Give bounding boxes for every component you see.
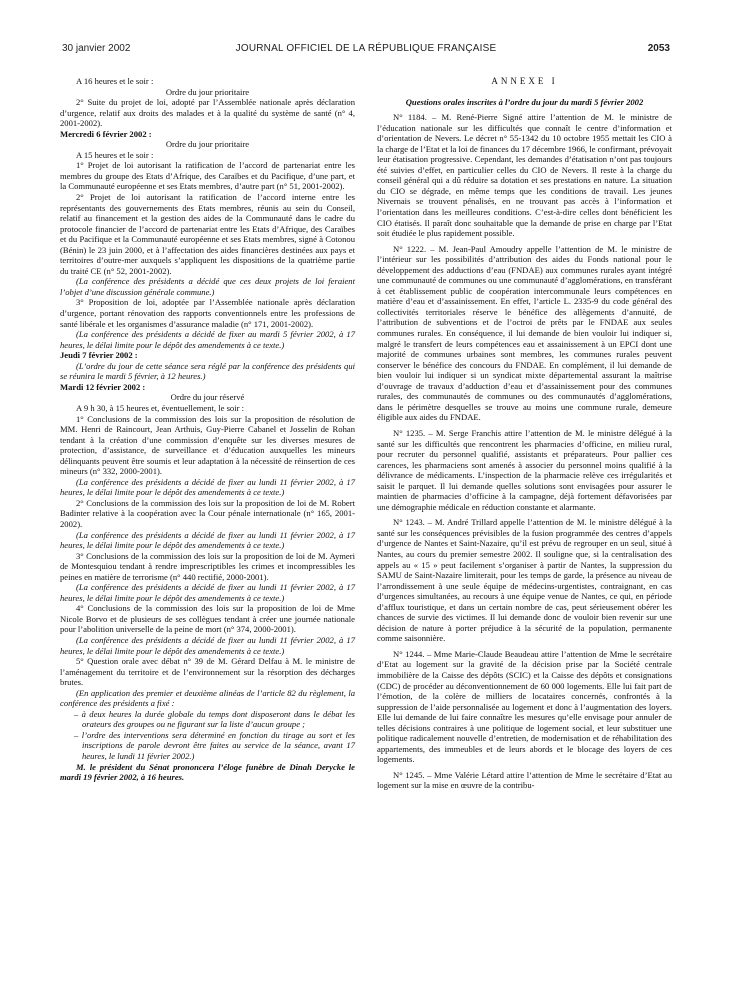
left-column-paragraph: Mardi 12 février 2002 :: [60, 381, 146, 392]
header-title: JOURNAL OFFICIEL DE LA RÉPUBLIQUE FRANÇAISE: [235, 43, 497, 54]
right-column-paragraph: N° 1184. – M. René-Pierre Signé attire l’attention de M. le ministre de l’éducation nationale sur les difficultés que connaît le centre d’information et d’orientation de Nevers. Le décret n° 55-1342 du 10 octobre 1955 mettait les CIO à la charge de l’Etat et la loi de finances du 17 décembre 1966, le confirmant, prévoyait leur étatisation progressive. Cependant, les demandes d’étatisation n’ont pas toujours été suivies d’effet, en particulier celles du CIO de Nevers. Il reste à la charge du conseil général qui a dû réduire sa dotation et ses prestations en nature. La situation du CIO se dégrade, en même temps que les conditions de travail. Les jeunes Nivernais se trouvent pénalisés, en ne trouvant pas accès à l’information et l’orientation dans les meilleures conditions. C’est-à-dire celles dont bénéficient les CIO étatisés. Il paraît donc souhaitable que la demande de prise en charge par l’Etat soit étudiée le plus rapidement possible.: [377, 112, 673, 239]
right-column-paragraph: N° 1222. – M. Jean-Paul Amoudry appelle l’attention de M. le ministre de l’intérieur sur les possibilités d’attribution des aides du Fonds national pour le développement des adductions d’eau (FNDAE) aux communes rurales ayant intégré une communauté de communes ou une communauté d’agglomérations, en transférant à cet établissement public de coopération intercommunale leurs compétences en matière d’eau et d’assainissement. En effet, l’article L. 2335-9 du code général des collectivités territoriales réserve le bénéfice des allègements d’annuité, de l’attribution de subventions et de l’octroi de prêts par le FNDAE aux seules communes rurales. En conséquence, il lui demande de bien vouloir lui indiquer si, malgré le transfert de leurs compétences eau et assainissement à un EPCI dont une majorité de communes urbaines sont membres, les communes rurales peuvent conserver le bénéfice des concours du FNDAE. En complément, il lui demande de bien vouloir lui indiquer si un syndicat mixte départemental assurant la maîtrise d’ouvrage de travaux d’adduction d’eau et d’assainissement pour des communes rurales, des communautés de communes ou des communautés d’agglomérations, dans le périmètre desquelles se trouve au moins une commune rurale, demeure éligible aux aides du FNDAE.: [377, 243, 672, 423]
right-column-paragraph: N° 1245. – Mme Valérie Létard attire l’attention de Mme le secrétaire d’Etat au logement sur la mise en œuvre de la contribu-: [377, 769, 672, 791]
left-column-paragraph: (La conférence des présidents a décidé de fixer au lundi 11 février 2002, à 17 heures, le délai limite pour le dépôt des amendements à ce texte.): [60, 634, 355, 656]
left-column-paragraph: – à deux heures la durée globale du temps dont disposeront dans le débat les orateurs des groupes ou ne figurant sur la liste d’aucun groupe ;: [74, 708, 355, 730]
left-column-paragraph: M. le président du Sénat prononcera l’éloge funèbre de Dinah Derycke le mardi 19 février 2002, à 16 heures.: [60, 761, 355, 783]
right-column-paragraph: N° 1235. – M. Serge Franchis attire l’attention de M. le ministre délégué à la santé sur les difficultés que rencontrent les pharmacies d’officine, en milieu rural, pour recruter du personnel qualifié, assistants et préparateurs. Pour pallier ces carences, les pharmaciens sont amenés à associer du personnel moins qualifié à la délivrance de médicaments. L’inspection de la pharmacie relève ces irrégularités et saisit le parquet. Il lui demande quelles solutions sont envisagées pour assurer le maintien de pharmacies d’officine à la campagne, déjà fortement défavorisées par une démographie médicale en réduction constante et alarmante.: [377, 427, 672, 512]
left-column-paragraph: (La conférence des présidents a décidé que ces deux projets de loi feraient l’objet d’une discussion générale commune.): [60, 276, 355, 297]
left-column-paragraph: Jeudi 7 février 2002 :: [60, 350, 138, 361]
left-column-paragraph: 3° Proposition de loi, adoptée par l’Assemblée nationale après déclaration d’urgence, portant rénovation des rapports conventionnels entre les professions de santé libérale et les organismes d’assurance maladie (n° 171, 2001-2002).: [60, 297, 355, 329]
left-column-paragraph: – l’ordre des interventions sera déterminé en fonction du tirage au sort et les inscriptions de parole devront être faites au service de la séance, avant 17 heures, le lundi 11 février 2002.): [74, 729, 355, 761]
left-column-paragraph: Mercredi 6 février 2002 :: [60, 128, 152, 139]
left-column-paragraph: 1° Projet de loi autorisant la ratification de l’accord de partenariat entre les membres du groupe des Etats d’Afrique, des Caraïbes et du Pacifique, d’une part, et la Communauté européenne et ses Etats membres, d’autre part (n° 51, 2001-2002).: [60, 160, 355, 192]
left-column-paragraph: (En application des premier et deuxième alinéas de l’article 82 du règlement, la conférence des présidents a fixé :: [60, 687, 355, 709]
left-column-paragraph: Ordre du jour réservé: [170, 392, 245, 403]
left-column-paragraph: 2° Suite du projet de loi, adopté par l’Assemblée nationale après déclaration d’urgence, relatif aux droits des malades et à la qualité du système de santé (n° 4, 2001-2002).: [60, 97, 355, 129]
header-page-number: 2053: [647, 43, 670, 54]
left-column-paragraph: 2° Projet de loi autorisant la ratification de l’accord interne entre les représentants des gouvernements des Etats membres, réunis au sein du Conseil, relatif au financement et la gestion des aides de la Communauté dans le cadre du protocole financier de l’accord de partenariat entre les Etats d’Afrique, des Caraïbes et du Pacifique et la Communauté européenne et ses Etats membres, signé à Cotonou (Bénin) le 23 juin 2000, et à l’affectation des aides financières destinées aux pays et territoires d’outre-mer auxquels s’appliquent les dispositions de la quatrième partie du traité CE (n° 52, 2001-2002).: [60, 192, 355, 276]
left-column-paragraph: Ordre du jour prioritaire: [165, 86, 250, 97]
left-column-paragraph: 2° Conclusions de la commission des lois sur la proposition de loi de M. Robert Badinter relative à la coopération avec la Cour pénale internationale (n° 165, 2001-2002).: [60, 497, 355, 529]
right-column: [377, 76, 672, 791]
left-column-paragraph: 5° Question orale avec débat n° 39 de M. Gérard Delfau à M. le ministre de l’aménagement du territoire et de l’environnement sur la résorption des décharges brutes.: [60, 656, 355, 688]
left-column-paragraph: A 15 heures et le soir :: [76, 149, 154, 160]
left-column-paragraph: Ordre du jour prioritaire: [165, 139, 250, 150]
header-date: 30 janvier 2002: [62, 43, 131, 54]
left-column-paragraph: (La conférence des présidents a décidé de fixer au mardi 5 février 2002, à 17 heures, le délai limite pour le dépôt des amendements à ce texte.): [60, 329, 355, 350]
page-header: [62, 43, 670, 57]
right-column-paragraph: N° 1243. – M. André Trillard appelle l’attention de M. le ministre délégué à la santé sur les conséquences prévisibles de la fusion programmée des centres d’appels d’urgence de Nantes et Saint-Nazaire, qu’il est prévu de regrouper en un seul, situé à Nantes, au cours du premier semestre 2002. Il souligne que, si la centralisation des appels au « 15 » peut facilement s’organiser à partir de Nantes, la suppression du SAMU de Saint-Nazaire limiterait, pour les temps de garde, la présence au niveau de l’arrondissement à une seule équipe de médecins-urgentistes, contraignant, en cas d’urgences simultanées, au recours à une équipe venue de Nantes, ce qui, en période d’afflux touristique, et dans un certain nombre de cas, peut sérieusement obérer les chances de survie des victimes. Il lui demande donc de vouloir bien revenir sur une décision de nature à porter préjudice à la sécurité de la population, permanente comme saisonnière.: [377, 517, 672, 644]
left-column-paragraph: (L’ordre du jour de cette séance sera réglé par la conférence des présidents qui se réunira le mardi 5 février, à 12 heures.): [60, 360, 355, 382]
right-column-paragraph: ANNEXE I: [491, 76, 558, 86]
right-column-paragraph: N° 1244. – Mme Marie-Claude Beaudeau attire l’attention de Mme le secrétaire d’Etat au logement sur la gravité de la décision prise par la Société centrale immobilière de la Caisse des dépôts (SCIC) et la Caisse des dépôts et consignations (CDC) de procéder au déconventionnement de 60 000 logements. Elle lui fait part de l’émotion, de la colère de milliers de locataires concernés, confrontés à la suppression de l’aide personnalisée au logement et donc à l’augmentation des loyers. Elle lui demande de lui faire connaître les mesures qu’elle envisage pour annuler de telles décisions contraires à une politique de logement social, et leur substituer une politique radicalement nouvelle d’entretien, de modernisation et de réhabilitation des appartements, des immeubles et de leurs abords et le blocage des loyers de ces logements.: [377, 648, 672, 765]
left-column-paragraph: (La conférence des présidents a décidé de fixer au lundi 11 février 2002, à 17 heures, le délai limite pour le dépôt des amendements à ce texte.): [60, 582, 355, 603]
left-column-paragraph: 4° Conclusions de la commission des lois sur la proposition de loi de Mme Nicole Borvo et de plusieurs de ses collègues tendant à créer une journée nationale pour l’abolition universelle de la peine de mort (n° 374, 2000-2001).: [60, 603, 355, 635]
left-column-paragraph: 1° Conclusions de la commission des lois sur la proposition de résolution de MM. Henri de Raincourt, Jean Arthuis, Guy-Pierre Cabanel et Josselin de Rohan tendant à la création d’une commission d’enquête sur les diverses mesures de protection, d’assistance, de surveillance et d’éducation auxquelles les mineurs délinquants peuvent être soumis et leur adaptation à la nécessité de réinsertion de ces mineurs (n° 332, 2000-2001).: [60, 413, 355, 477]
left-column: [60, 76, 355, 783]
left-column-paragraph: A 16 heures et le soir :: [76, 76, 154, 86]
left-column-paragraph: A 9 h 30, à 15 heures et, éventuellement, le soir :: [76, 402, 245, 413]
right-column-paragraph: Questions orales inscrites à l’ordre du jour du mardi 5 février 2002: [405, 96, 644, 107]
left-column-paragraph: (La conférence des présidents a décidé de fixer au lundi 11 février 2002, à 17 heures, le délai limite pour le dépôt des amendements à ce texte.): [60, 529, 355, 551]
left-column-paragraph: 3° Conclusions de la commission des lois sur la proposition de loi de M. Aymeri de Montesquiou tendant à rendre imprescriptibles les crimes et incompressibles les peines en matière de terrorisme (n° 440 rectifié, 2000-2001).: [60, 550, 355, 582]
left-column-paragraph: (La conférence des présidents a décidé de fixer au lundi 11 février 2002, à 17 heures, le délai limite pour le dépôt des amendements à ce texte.): [60, 476, 355, 498]
